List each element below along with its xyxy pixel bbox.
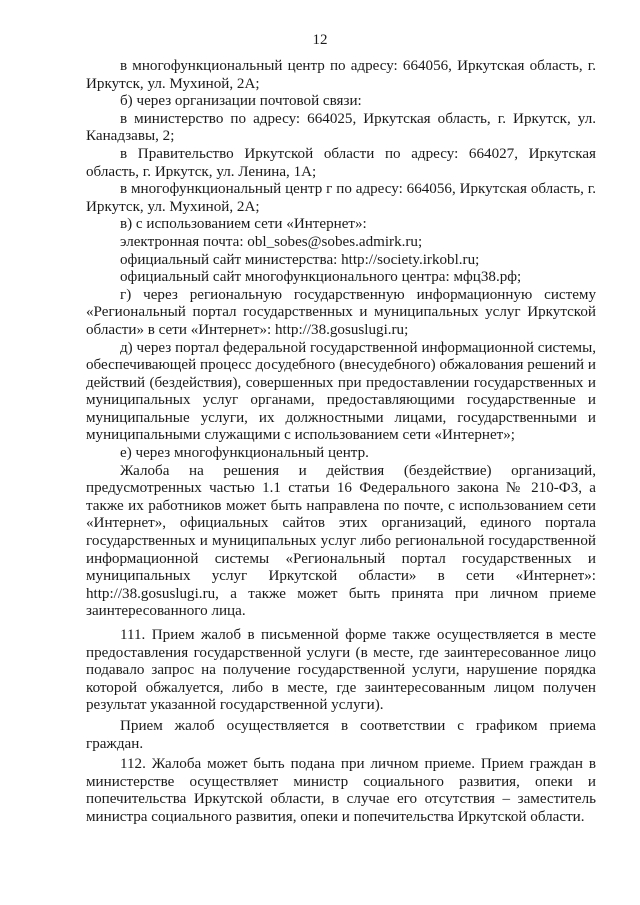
- paragraph: официальный сайт министерства: http://society.irkobl.ru;: [120, 251, 480, 268]
- paragraph: б) через организации почтовой связи:: [120, 93, 362, 110]
- paragraph: Жалоба на решения и действия (бездействие) организаций, предусмотренных частью 1.1 статьи 16 Федерального закона № 210-ФЗ, а также их работников может быть направлена по почте, с использованием сети «Интернет», официальных сайтов этих организаций, единого портала государственных и муниципальных услуг либо региональной государственной информационной системы «Региональный портал государственных и муниципальных услуг Иркутской области» в сети «Интернет»: http://38.gosuslugi.ru, а также может быть принята при личном приеме заинтересованного лица.: [86, 462, 596, 620]
- paragraph: 112. Жалоба может быть подана при личном приеме. Прием граждан в министерстве осуществляет министр социального развития, опеки и попечительства Иркутской области, в случае его отсутствия – заместитель министра социального развития, опеки и попечительства Иркутской области.: [86, 756, 596, 825]
- page-number: 12: [312, 32, 328, 48]
- paragraph: г) через региональную государственную информационную систему «Региональный портал государственных и муниципальных услуг Иркутской области» в сети «Интернет»: http://38.gosuslugi.ru;: [86, 286, 596, 338]
- paragraph: в многофункциональный центр по адресу: 664056, Иркутская область, г. Иркутск, ул. Мухиной, 2А;: [86, 58, 596, 92]
- paragraph: д) через портал федеральной государственной информационной системы, обеспечивающей процесс досудебного (внесудебного) обжалования решений и действий (бездействия), совершенных при предоставлении государственных и муниципальных услуг органами, предоставляющими государственные и муниципальные услуги, их должностными лицами, государственными и муниципальными служащими с использованием сети «Интернет»;: [86, 339, 596, 444]
- paragraph: в) с использованием сети «Интернет»:: [120, 216, 367, 233]
- paragraph: в министерство по адресу: 664025, Иркутская область, г. Иркутск, ул. Канадзавы, 2;: [86, 110, 596, 145]
- body-text: [86, 58, 596, 827]
- paragraph: электронная почта: obl_sobes@sobes.admirk.ru;: [120, 233, 423, 250]
- paragraph: официальный сайт многофункционального центра: мфц38.рф;: [120, 269, 522, 286]
- paragraph: Прием жалоб осуществляется в соответствии с графиком приема граждан.: [86, 717, 596, 752]
- paragraph: 111. Прием жалоб в письменной форме также осуществляется в месте предоставления государственной услуги (в месте, где заинтересованное лицо подавало запрос на получение государственной услуги, нарушение порядка которой обжалуется, либо в месте, где заинтересованным лицом получен результат указанной государственной услуги).: [86, 627, 596, 714]
- paragraph: в Правительство Иркутской области по адресу: 664027, Иркутская область, г. Иркутск, ул. Ленина, 1А;: [86, 145, 596, 180]
- paragraph: в многофункциональный центр г по адресу: 664056, Иркутская область, г. Иркутск, ул. Мухиной, 2А;: [86, 181, 596, 215]
- paragraph: е) через многофункциональный центр.: [120, 445, 369, 462]
